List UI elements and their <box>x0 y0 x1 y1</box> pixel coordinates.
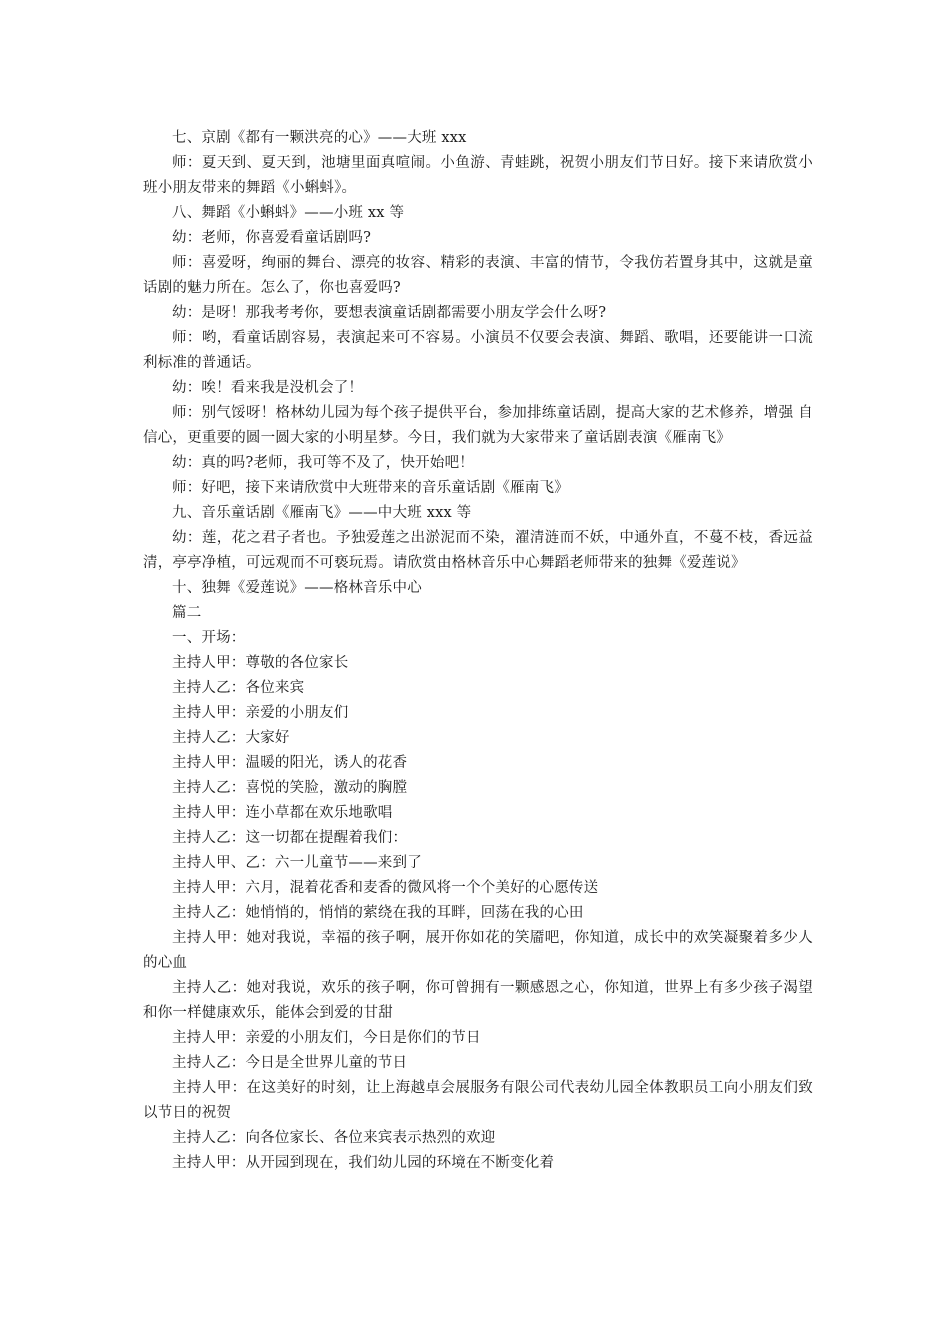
paragraph: 幼：老师，你喜爱看童话剧吗? <box>172 230 372 246</box>
paragraph: 师：别气馁呀！格林幼儿园为每个孩子提供平台，参加排练童话剧，提高大家的艺术修养，增强 自信心，更重要的圆一圆大家的小明星梦。今日，我们就为大家带来了童话剧表演《雁南飞》 <box>143 405 813 446</box>
paragraph: 主持人甲：亲爱的小朋友们，今日是你们的节日 <box>172 1030 481 1046</box>
paragraph: 主持人甲：亲爱的小朋友们 <box>172 705 349 721</box>
paragraph: 主持人甲：尊敬的各位家长 <box>172 655 349 671</box>
paragraph: 主持人乙：大家好 <box>172 730 290 746</box>
section-heading: 篇二 <box>172 605 202 621</box>
paragraph: 师：夏天到、夏天到，池塘里面真喧闹。小鱼游、青蛙跳，祝贺小朋友们节日好。接下来请欣赏小班小朋友带来的舞蹈《小蝌蚪》。 <box>143 155 813 196</box>
paragraph: 师：好吧，接下来请欣赏中大班带来的音乐童话剧《雁南飞》 <box>172 480 569 496</box>
paragraph: 八、舞蹈《小蝌蚪》——小班 xx 等 <box>172 205 405 221</box>
paragraph: 七、京剧《都有一颗洪亮的心》——大班 xxx <box>172 130 467 146</box>
paragraph: 幼：是呀！那我考考你，要想表演童话剧都需要小朋友学会什么呀? <box>172 305 607 321</box>
paragraph: 主持人甲：在这美好的时刻，让上海越卓会展服务有限公司代表幼儿园全体教职员工向小朋友们致以节日的祝贺 <box>143 1080 813 1121</box>
paragraph: 主持人甲：温暖的阳光，诱人的花香 <box>172 755 408 771</box>
paragraph: 主持人乙：喜悦的笑脸，激动的胸膛 <box>172 780 408 796</box>
paragraph: 主持人乙：她对我说，欢乐的孩子啊，你可曾拥有一颗感恩之心，你知道，世界上有多少孩子渴望和你一样健康欢乐，能体会到爱的甘甜 <box>143 980 813 1021</box>
paragraph: 主持人甲：连小草都在欢乐地歌唱 <box>172 805 393 821</box>
paragraph: 主持人乙：今日是全世界儿童的节日 <box>172 1055 408 1071</box>
paragraph: 幼：莲，花之君子者也。予独爱莲之出淤泥而不染，濯清涟而不妖，中通外直，不蔓不枝，香远益清，亭亭净植，可远观而不可亵玩焉。请欣赏由格林音乐中心舞蹈老师带来的独舞《爱莲说》 <box>143 530 813 571</box>
document-body <box>143 126 813 1176</box>
paragraph: 九、音乐童话剧《雁南飞》——中大班 xxx 等 <box>172 505 472 521</box>
paragraph: 主持人甲、乙：六一儿童节——来到了 <box>172 855 422 871</box>
paragraph: 幼：唉！看来我是没机会了！ <box>172 380 364 396</box>
paragraph: 主持人甲：她对我说，幸福的孩子啊，展开你如花的笑靥吧，你知道，成长中的欢笑凝聚着多少人的心血 <box>143 930 813 971</box>
paragraph: 师：哟，看童话剧容易，表演起来可不容易。小演员不仅要会表演、舞蹈、歌唱，还要能讲一口流利标准的普通话。 <box>143 330 813 371</box>
paragraph: 幼：真的吗?老师，我可等不及了，快开始吧！ <box>172 455 474 471</box>
paragraph: 主持人乙：各位来宾 <box>172 680 305 696</box>
paragraph: 师：喜爱呀，绚丽的舞台、漂亮的妆容、精彩的表演、丰富的情节，令我仿若置身其中，这就是童话剧的魅力所在。怎么了，你也喜爱吗? <box>143 255 813 296</box>
paragraph: 主持人乙：她悄悄的，悄悄的萦绕在我的耳畔，回荡在我的心田 <box>172 905 584 921</box>
paragraph: 一、开场： <box>172 630 246 646</box>
paragraph: 十、独舞《爱莲说》——格林音乐中心 <box>172 580 422 596</box>
paragraph: 主持人甲：从开园到现在，我们幼儿园的环境在不断变化着 <box>172 1155 555 1171</box>
paragraph: 主持人乙：这一切都在提醒着我们： <box>172 830 408 846</box>
paragraph: 主持人乙：向各位家长、各位来宾表示热烈的欢迎 <box>172 1130 496 1146</box>
paragraph: 主持人甲：六月，混着花香和麦香的微风将一个个美好的心愿传送 <box>172 880 599 896</box>
